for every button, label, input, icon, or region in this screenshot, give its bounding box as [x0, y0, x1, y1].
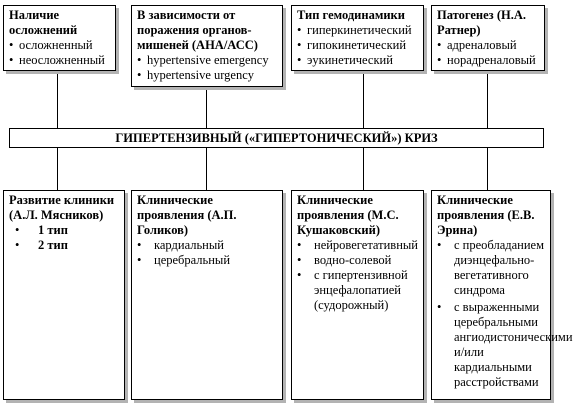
list-item: • с гипертензивной энцефалопатией (судорожный): [297, 268, 419, 313]
connector-top-1: [57, 72, 58, 128]
center-title: ГИПЕРТЕНЗИВНЫЙ («ГИПЕРТОНИЧЕСКИЙ») КРИЗ: [9, 128, 544, 148]
top-box-title: Наличие осложнений: [9, 8, 78, 37]
list-item: • нейровегетативный: [297, 238, 419, 253]
list-item: • hypertensive emergency: [137, 53, 278, 68]
connector-top-3: [363, 72, 364, 128]
bottom-box-list: [9, 223, 120, 253]
bottom-box-title: Развитие клиники (А.Л. Мясников): [9, 193, 115, 222]
top-box-list: [297, 23, 419, 68]
connector-bottom-2: [206, 148, 207, 190]
list-item: • норадреналовый: [437, 53, 540, 68]
bottom-box-list: [297, 238, 419, 313]
list-item: • 2 тип: [9, 238, 120, 253]
list-item: • гиперкинетический: [297, 23, 419, 38]
list-item: • водно-солевой: [297, 253, 419, 268]
connector-bottom-3: [363, 148, 364, 190]
list-item: • с преобладанием диэнцефально-вегетативного синдрома: [437, 238, 546, 298]
bottom-box-erina: [431, 190, 573, 400]
list-item: • hypertensive urgency: [137, 68, 278, 83]
top-box-list: [137, 53, 278, 83]
bottom-box-golikov: [131, 190, 283, 400]
list-item: • церебральный: [137, 253, 278, 268]
list-item: • адреналовый: [437, 38, 540, 53]
bottom-box-list: [437, 238, 573, 390]
connector-top-2: [206, 87, 207, 128]
top-box-title: Патогенез (Н.А. Ратнер): [437, 8, 526, 37]
bottom-box-myasnikov: [3, 190, 125, 400]
top-box-title: В зависимости от поражения органов-мишеней (АНА/АСС): [137, 8, 258, 52]
top-box-hemodynamics: [291, 5, 424, 71]
list-item: • неосложненный: [9, 53, 111, 68]
list-item: • кардиальный: [137, 238, 278, 253]
list-item: • гипокинетический: [297, 38, 419, 53]
bottom-box-title: Клинические проявления (А.П. Голиков): [137, 193, 237, 237]
top-box-list: [437, 38, 540, 68]
top-box-complications: [3, 5, 116, 71]
top-box-list: [9, 38, 111, 68]
top-box-target-organs: [131, 5, 283, 87]
list-item: • 1 тип: [9, 223, 120, 238]
bottom-box-kushakovsky: [291, 190, 424, 400]
top-box-pathogenesis: [431, 5, 545, 71]
list-item: • эукинетический: [297, 53, 419, 68]
bottom-box-list: [137, 238, 278, 268]
connector-bottom-4: [487, 148, 488, 190]
top-box-title: Тип гемодинамики: [297, 8, 405, 22]
connector-top-4: [487, 72, 488, 128]
bottom-box-title: Клинические проявления (М.С. Кушаковский): [297, 193, 399, 237]
connector-bottom-1: [57, 148, 58, 190]
bottom-box-title: Клинические проявления (Е.В. Эрина): [437, 193, 535, 237]
list-item: • осложненный: [9, 38, 111, 53]
list-item: • с выраженными церебральными ангиодистоническими и/или кардиальными расстройствами: [437, 300, 546, 390]
